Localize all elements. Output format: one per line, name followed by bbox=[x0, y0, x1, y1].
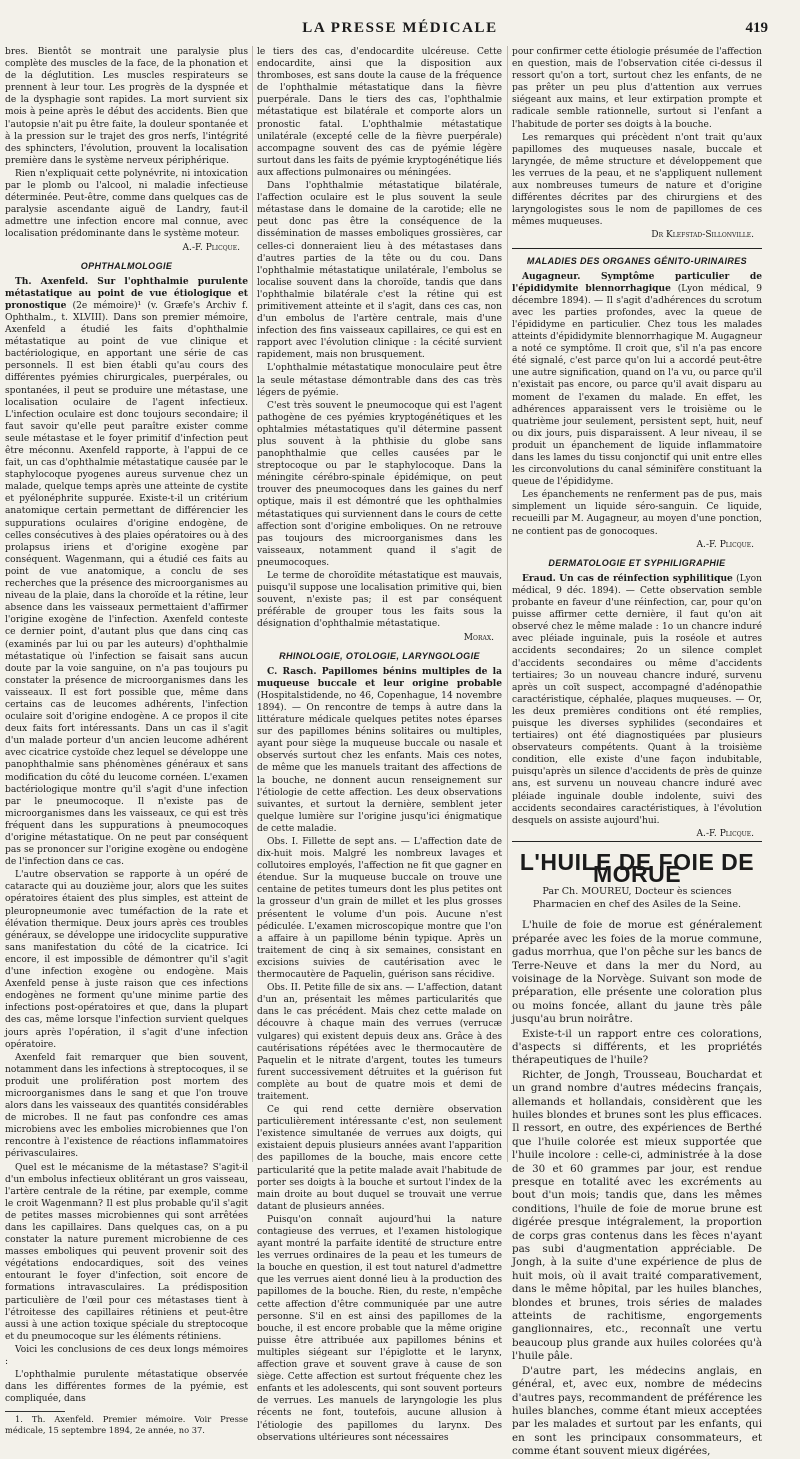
journal-title: LA PRESSE MÉDICALE bbox=[302, 20, 498, 36]
paragraph: bres. Bientôt se montrait une paralysie plus complète des muscles de la face, de la phonation et de la déglutition. Les muscles respirateurs se prennent à leur tour. Les progrès de la dyspnée et de la dysphagie sont rapides. La mort survient six mois à peine après le début des accidents. Bien que l'autopsie n'ait pu être faite, la douleur spontanée et à la pression sur le trajet des gros nerfs, l'intégrité des sphincters, l'évolution, prouvent la localisation première dans le système nerveux périphérique. bbox=[5, 47, 248, 166]
article-heading: C. Rasch. Papillomes bénins multiples de la muqueuse buccale et leur origine probable bbox=[257, 665, 502, 689]
article-heading: Th. Axenfeld. Sur l'ophthalmie purulente métastatique au point de vue étiologique et pronostique bbox=[5, 275, 248, 311]
column-1 bbox=[5, 46, 248, 1435]
advert-author-title: Pharmacien en chef des Asiles de la Seine. bbox=[532, 899, 742, 911]
column-3 bbox=[512, 46, 762, 1458]
paragraph: Le terme de choroïdite métastatique est mauvais, puisqu'il suppose une localisation primitive qui, bien souvent, n'existe pas; il est par conséquent préférable de grouper tous les faits sous la désignation d'ophthalmie métastatique. bbox=[257, 571, 502, 630]
section-heading: RHINOLOGIE, OTOLOGIE, LARYNGOLOGIE bbox=[279, 650, 480, 661]
paragraph: L'ophthalmie purulente métastatique observée dans les différentes formes de la pyémie, est compliquée, dans bbox=[5, 1370, 248, 1405]
paragraph: L'autre observation se rapporte à un opéré de cataracte qui au douzième jour, alors que les suites opératoires étaient des plus simples, est atteint de pleuropneumonie avec tuméfaction de la rate et élévation thermique. Deux jours après ces troubles généraux, se développe une iridocyclite suppurative sans manifestation du côté de la cicatrice. Ici encore, il est impossible de démontrer qu'il s'agit d'une infection exogène ou endogène. Mais Axenfeld pense à juste raison que ces infections endogènes ne forment qu'une minime partie des infections post-opératoires et que, dans la plupart des cas, même lorsque l'infection survient quelques jours après l'opération, il s'agit d'une infection opératoire. bbox=[5, 870, 248, 1050]
section-heading: MALADIES DES ORGANES GÉNITO-URINAIRES bbox=[526, 255, 748, 266]
advert-body bbox=[512, 919, 762, 1458]
paragraph: Obs. I. Fillette de sept ans. — L'affection date de dix-huit mois. Malgré les nombreux lavages et collutoires employés, l'affection ne fit que gagner en étendue. Sur la muqueuse buccale on trouve une centaine de petites tumeurs dont les plus petites ont la grosseur d'un grain de millet et les plus grosses présentent le volume d'un pois. Aucune n'est pédiculée. L'examen microscopique montre que l'on a affaire à un papillome bénin typique. Après un traitement de cinq à six semaines, consistant en excisions suivies de cautérisation avec le thermocautère de Paquelin, guérison sans récidive. bbox=[257, 837, 502, 981]
column-divider bbox=[507, 46, 508, 1162]
section-heading: OPHTHALMOLOGIE bbox=[80, 260, 173, 271]
article bbox=[5, 276, 248, 869]
divider bbox=[512, 248, 762, 249]
article-body: (Lyon médical, 9 décembre 1894). — Il s'agit d'adhérences du scrotum avec les parties profondes, avec la queue de l'épididyme en particulier. Chez tous les malades atteints d'épididymite blennorrhagique M. Augagneur a noté ce symptôme. Il croit que, s'il n'a pas encore été signalé, c'est parce qu'on lui a accordé peut-être une autre signification, quand on l'a vu, ou parce qu'il n'existait pas encore, ou parce qu'il avait disparu au moment de l'examen du malade. En effet, les adhérences apparaissent vers le troisième ou le quatrième jour seulement, persistent sept, huit, neuf ou dix jours, puis disparaissent. A leur niveau, il se produit un épanchement de liquide inflammatoire dans les lames du tissu conjonctif qui unit entre elles les circonvolutions du canal séminifère constituant la queue de l'épididyme. bbox=[512, 283, 762, 488]
article bbox=[512, 271, 762, 489]
article-body: (Lyon médical, 9 déc. 1894). — Cette observation semble probante en faveur d'une réinfection, car, pour qu'on puisse affirmer cette dernière, il faut qu'on ait observé chez le même malade : 1o un chancre induré avec pléiade inguinale, puis la roséole et autres accidents secondaires; 2o un silence complet d'accidents secondaires ou même d'accidents tertiaires; 3o un nouveau chancre induré, survenu après un coït suspect, accompagné d'adénopathie caractéristique, céphalée, plaques muqueuses. — Or, les deux premières conditions ont été remplies, puisque les diverses syphilides (secondaires et tertiaires) ont été diagnostiquées par plusieurs observateurs compétents. Quant à la troisième condition, elle existe d'une façon indubitable, puisqu'après un silence d'accidents de près de quinze ans, est survenu un nouveau chancre induré avec pléiade inguinale double indolente, suivi des accidents secondaires caractéristiques, à l'évolution desquels on assiste aujourd'hui. bbox=[512, 573, 762, 826]
paragraph: Puisqu'on connaît aujourd'hui la nature contagieuse des verrues, et l'examen histologique ayant montré la parfaite identité de structure entre les verrues ordinaires de la peau et les tumeurs de la bouche en question, il est tout naturel d'admettre que les verrues aient donné lieu à la production des papillomes de la bouche. Rien, du reste, n'empêche cette affection d'être communiquée par une autre personne. S'il en est ainsi des papillomes de la bouche, il est encore probable que la même origine puisse être attribuée aux papillomes bénins et multiples siégeant sur l'épiglotte et le larynx, affection grave et souvent grave à cause de son siège. Cette affection est surtout fréquente chez les enfants et les adolescents, qui sont souvent porteurs de verrues. Les manuels de laryngologie les plus récents ne font, toutefois, aucune allusion à l'étiologie des papillomes du larynx. Des observations ultérieures sont nécessaires bbox=[257, 1214, 502, 1443]
paragraph: Richter, de Jongh, Trousseau, Bouchardat et un grand nombre d'autres médecins français, allemands et hollandais, considèrent que les huiles blondes et brunes sont les plus efficaces. Il ressort, en outre, des expériences de Berthé que l'huile colorée est mieux supportée que l'huile incolore : celle-ci, administrée à la dose de 30 et 60 grammes par jour, est rendue presque en totalité avec les excréments au bout d'un mois; tandis que, dans les mêmes conditions, l'huile de foie de morue brune est digérée presque intégralement, la proportion de corps gras contenus dans les fèces n'ayant pas subi d'augmentation appréciable. De Jongh, à la suite d'une expérience de plus de huit mois, où il avait traité comparativement, dans le même hôpital, par les huiles blanches, blondes et brunes, trois séries de malades atteints de rachitisme, engorgements ganglionnaires, etc., reconnaît une vertu beaucoup plus grande aux huiles colorées qu'à l'huile pâle. bbox=[512, 1068, 762, 1363]
paragraph: pour confirmer cette étiologie présumée de l'affection en question, mais de l'observation citée ci-dessus il ressort qu'on a tort, surtout chez les enfants, de ne pas prêter un peu plus d'attention aux verrues siégeant aux mains, et leur extirpation prompte et radicale semble rationnelle, surtout si l'enfant a l'habitude de porter ses doigts à la bouche. bbox=[512, 47, 762, 130]
paragraph: Axenfeld fait remarquer que bien souvent, notamment dans les infections à streptocoques, il se produit une prolifération post mortem des microorganismes dans le sang et que l'on trouve alors dans les vaisseaux des quantités considérables de microbes. Il ne faut pas confondre ces amas microbiens avec les embolies microbiennes que l'on rencontre à l'existence de réactions inflammatoires périvasculaires. bbox=[5, 1052, 248, 1160]
footnote: 1. Th. Axenfeld. Premier mémoire. Voir Presse médicale, 15 septembre 1894, 2e année, no 37. bbox=[5, 1414, 248, 1435]
article-heading: Augagneur. Symptôme particulier de l'épididymite blennorrhagique bbox=[512, 270, 762, 294]
paragraph: Les épanchements ne renferment pas de pus, mais simplement un liquide séro-sanguin. Ce liquide, recueilli par M. Augagneur, au moyen d'une ponction, ne contient pas de gonocoques. bbox=[512, 490, 762, 537]
signature: A.-F. Plicque. bbox=[696, 539, 754, 550]
article-body: (Hospitalstidende, no 46, Copenhague, 14 novembre 1894). — On rencontre de temps à autre dans la littérature médicale quelques petites notes éparses sur des papillomes bénins solitaires ou multiples, ayant pour siège la muqueuse buccale ou nasale et observés surtout chez les enfants. Mais ces notes, de même que les manuels traitant des affections de la bouche, ne donnent aucun renseignement sur l'étiologie de cette affection. Les deux observations suivantes, et surtout la dernière, semblent jeter quelque lumière sur l'origine jusqu'ici énigmatique de cette maladie. bbox=[257, 690, 502, 834]
paragraph: le tiers des cas, d'endocardite ulcéreuse. Cette endocardite, ainsi que la disposition aux thromboses, est sans doute la cause de la fréquence de l'ophthalmie métastatique dans la fièvre puerpérale. Dans le tiers des cas, l'ophthalmie métastatique est bilatérale et comporte alors un pronostic fatal. L'ophthalmie métastatique unilatérale (excepté celle de la fièvre puerpérale) accompagne souvent des cas de pyémie légère surtout dans les faits de pyémie kryptogénétique liés aux affections pulmonaires ou méningées. bbox=[257, 47, 502, 178]
signature: A.-F. Plicque. bbox=[696, 828, 754, 839]
article-body: (2e mémoire)¹ (v. Græfe's Archiv f. Ophthalm., t. XLVIII). Dans son premier mémoire, Axenfeld a étudié les faits d'ophthalmie métastatique au point de vue clinique et bactériologique, en apportant une série de cas personnels. Il est bien établi qu'au cours des différentes pyémies chirurgicales, puerpérales, ou spontanées, il peut se produire une métastase, une localisation oculaire de l'agent infectieux. L'infection oculaire est donc toujours secondaire; il faut savoir qu'elle peut paraître exister comme seule métastase et le foyer primitif d'infection peut être méconnu. Axenfeld rapporte, à l'appui de ce fait, un cas d'ophthalmie métastatique causée par le staphylocoque pyogenes aureus survenue chez un malade, quelque temps après une atteinte de cystite et pyélonéphrite suppurée. Existe-t-il un critérium anatomique certain permettant de différencier les suppurations oculaires d'origine endogène, de celles consécutives à des plaies opératoires ou à des prolapsus iriens et d'origine exogène par conséquent. Wagenmann, qui a étudié ces faits au point de vue anatomique, a conclu de ses recherches que la présence des microorganismes au niveau de la plaie, dans la choroïde et la rétine, leur absence dans les vaisseaux permettaient d'affirmer l'origine exogène de l'infection. Axenfeld conteste ce dernier point, d'autant plus que dans cinq cas (examinés par lui ou par les auteurs) d'ophthalmie métastatique où l'infection se faisait sans aucun doute par la voie sanguine, on n'a pas toujours pu constater la présence de microorganismes dans les vaisseaux. Il est fort possible que, même dans certains cas de leucomes adhérents, l'infection oculaire soit d'origine endogène. A ce propos il cite deux faits fort intéressants. Dans un cas il s'agit d'un malade porteur d'un ancien leucome adhérent avec cicatrice cystoïde chez lequel se développe une panophthalmie sans phénomènes généraux et sans modification du côté du leucome cornéen. L'examen bactériologique montre qu'il s'agit d'une infection par le pneumocoque. Il n'existe pas de microorganismes dans les vaisseaux, ce qui est très fréquent dans les suppurations à pneumocoques d'origine métastatique. On ne peut par conséquent pas se prononcer sur l'origine exogène ou endogène de l'infection dans ce cas. bbox=[5, 300, 248, 868]
paragraph: L'huile de foie de morue est généralement préparée avec les foies de la morue commune, gadus morrhua, que l'on pêche sur les bancs de Terre-Neuve et dans la mer du Nord, au voisinage de la Norvège. Suivant son mode de préparation, elle présente une coloration plus ou moins foncée, allant du jaune très pâle jusqu'au brun noirâtre. bbox=[512, 919, 762, 1026]
section-heading: DERMATOLOGIE ET SYPHILIGRAPHIE bbox=[548, 557, 726, 568]
page-number: 419 bbox=[745, 20, 768, 36]
column-divider bbox=[252, 46, 253, 1162]
paragraph: L'ophthalmie métastatique monoculaire peut être la seule métastase démontrable dans des cas très légers de pyémie. bbox=[257, 363, 502, 398]
advert-block bbox=[512, 841, 762, 1459]
footnote-rule bbox=[5, 1411, 65, 1412]
signature: Morax. bbox=[463, 632, 494, 643]
article bbox=[512, 573, 762, 827]
paragraph: Voici les conclusions de ces deux longs mémoires : bbox=[5, 1344, 248, 1368]
advert-title: L'HUILE DE FOIE DE MORUE bbox=[519, 848, 755, 887]
article bbox=[257, 666, 502, 835]
paragraph: Existe-t-il un rapport entre ces colorations, d'aspects si différents, et les propriétés thérapeutiques de l'huile? bbox=[512, 1027, 762, 1067]
column-2 bbox=[257, 46, 502, 1443]
paragraph: D'autre part, les médecins anglais, en général, et, avec eux, nombre de médecins d'autres pays, recommandent de préférence les huiles blanches, comme étant mieux acceptées par les malades et surtout par les enfants, qui en sont les principaux consommateurs, et comme étant souvent mieux digérées, bbox=[512, 1364, 762, 1458]
paragraph: C'est très souvent le pneumocoque qui est l'agent pathogène de ces pyémies kryptogénétiques et les ophtalmies métastatiques qu'il détermine passent plus souvent à la phthisie du globe sans panophthalmie que celles causées par le streptocoque ou par le staphylocoque. Dans la méningite cérébro-spinale épidémique, on peut trouver des pneumocoques dans les gaines du nerf optique, mais il est démontré que les ophthalmies métastatiques qui surviennent dans le cours de cette affection sont d'origine emboliques. On ne retrouve pas toujours des microorganismes dans les vaisseaux, notamment quand il s'agit de pneumocoques. bbox=[257, 400, 502, 568]
advert-author: Par Ch. MOUREU, Docteur ès sciences bbox=[542, 886, 732, 898]
paragraph: Quel est le mécanisme de la métastase? S'agit-il d'un embolus infectieux oblitérant un gros vaisseau, l'artère centrale de la rétine, par exemple, comme le croit Wagenmann? Il est plus probable qu'il s'agit de petites masses microbiennes qui sont arrêtées dans les capillaires. Dans quelques cas, on a pu constater la nature purement microbienne de ces masses emboliques qui peuvent provenir soit des végétations endocardiques, soit des veines entourant le foyer d'infection, soit encore de formations intravasculaires. La prédisposition particulière de l'œil pour ces métastases tient à l'étroitesse des capillaires rétiniens et peut-être aussi à une action toxique spéciale du streptocoque et du pneumocoque sur les éléments rétiniens. bbox=[5, 1162, 248, 1342]
signature: A.-F. Plicque. bbox=[182, 242, 240, 253]
paragraph: Les remarques qui précèdent n'ont trait qu'aux papillomes des muqueuses nasale, buccale et laryngée, de même structure et développement que les verrues de la peau, et ne s'appliquent nullement aux nombreuses tumeurs de nature et d'origine différentes décrites par des chirurgiens et des laryngologistes sous le nom de papillomes de ces mêmes muqueuses. bbox=[512, 132, 762, 228]
paragraph: Dans l'ophthalmie métastatique bilatérale, l'affection oculaire est le plus souvent la seule métastase dans le domaine de la carotide; elle ne peut donc pas être la conséquence de la dissémination de masses emboliques grossières, car celles-ci donneraient lieu à des métastases dans d'autres parties de la tête ou du cou. Dans l'ophthalmie métastatique unilatérale, l'embolus se localise souvent dans la choroïde, tandis que dans l'ophthalmie bilatérale c'est la rétine qui est primitivement atteinte et il s'agit, dans ces cas, non d'un embolus de l'artère centrale, mais d'une infection des fins vaisseaux capillaires, ce qui est en rapport avec l'évolution clinique : la cécité survient rapidement, mais non brusquement. bbox=[257, 181, 502, 361]
paragraph: Rien n'expliquait cette polynévrite, ni intoxication par le plomb ou l'alcool, ni maladie infectieuse déterminée. Peut-être, comme dans quelques cas de paralysie ascendante aiguë de Landry, faut-il admettre une infection encore mal connue, avec localisation prédominante dans le système moteur. bbox=[5, 168, 248, 240]
signature: Dr Klefstad-Sillonville. bbox=[651, 230, 754, 241]
page-header bbox=[0, 0, 800, 40]
paragraph: Obs. II. Petite fille de six ans. — L'affection, datant d'un an, présentait les mêmes particularités que dans le cas précédent. Mais chez cette malade on découvre à chaque main des verrues (verrucæ vulgares) qui existent depuis deux ans. Grâce à des cautérisations répétées avec le thermocautère de Paquelin et le nitrate d'argent, toutes les tumeurs furent successivement détruites et la guérison fut complète au bout de quatre mois et demi de traitement. bbox=[257, 983, 502, 1102]
paragraph: Ce qui rend cette dernière observation particulièrement intéressante c'est, non seulement l'existence simultanée de verrues aux doigts, qui existaient depuis plusieurs années avant l'apparition des papillomes de la bouche, mais encore cette particularité que la petite malade avait l'habitude de porter ses doigts à la bouche et surtout l'index de la main droite au bout duquel se trouvait une verrue datant de plusieurs années. bbox=[257, 1105, 502, 1212]
article-heading: Eraud. Un cas de réinfection syphilitique bbox=[522, 572, 733, 584]
